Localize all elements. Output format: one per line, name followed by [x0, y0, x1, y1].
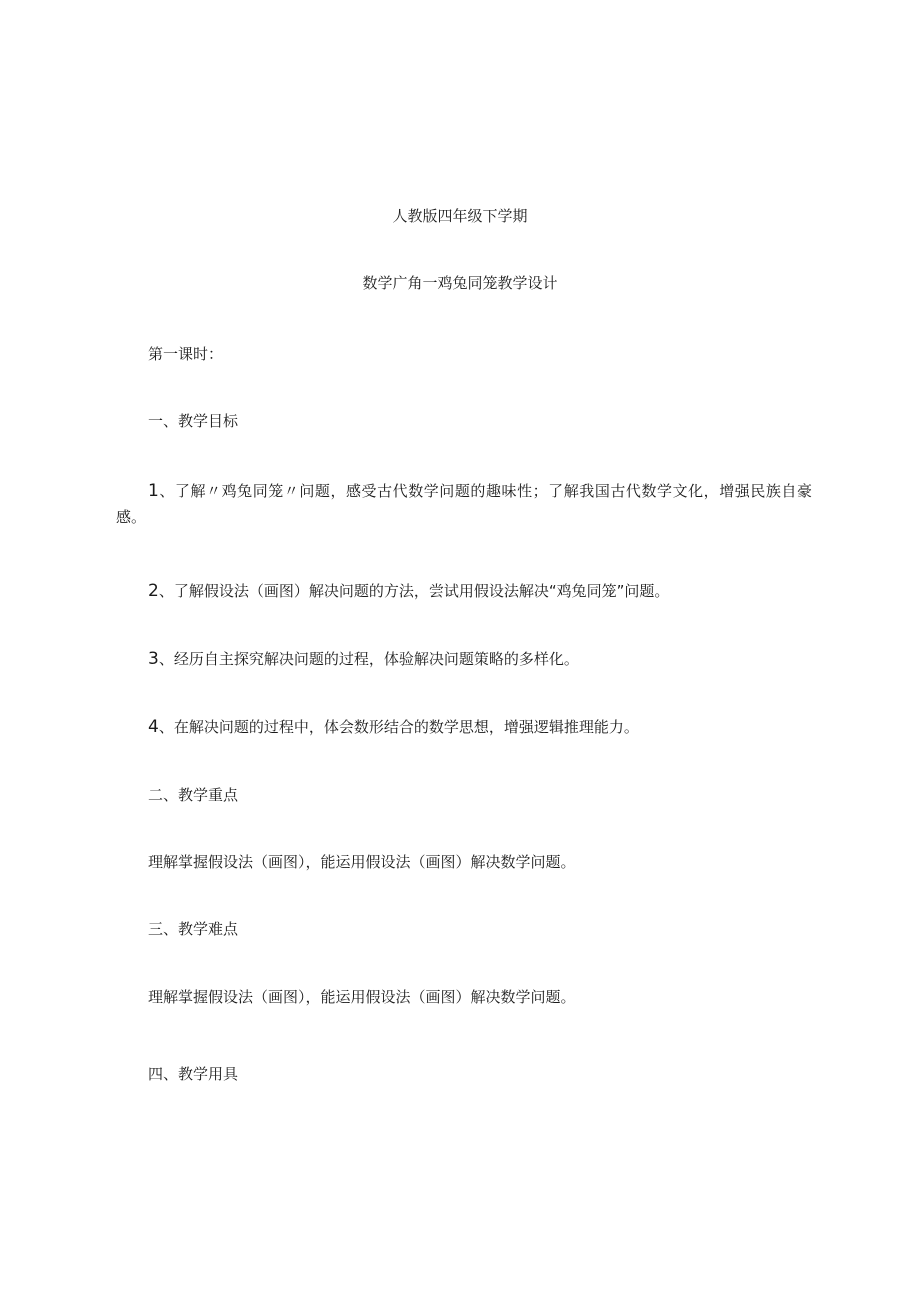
- objective-number: 4: [148, 717, 159, 737]
- objective-text: 、了解〃鸡兔同笼〃问题，感受古代数学问题的趣味性；了解我国古代数学文化，增强民族自豪感。: [116, 482, 812, 526]
- objective-number: 1: [148, 481, 159, 501]
- section-heading-difficulties: 三、教学难点: [148, 920, 239, 938]
- objective-item: [116, 646, 812, 672]
- objective-text: 、了解假设法（画图）解决问题的方法，尝试用假设法解决“鸡兔同笼”问题。: [158, 582, 670, 600]
- objective-item: [116, 478, 812, 530]
- section-text-key-points: 理解掌握假设法（画图），能运用假设法（画图）解决数学问题。: [148, 853, 576, 871]
- objective-text: 、经历自主探究解决问题的过程，体验解决问题策略的多样化。: [158, 650, 579, 668]
- objective-number: 3: [148, 649, 159, 669]
- objective-text: 、在解决问题的过程中，体会数形结合的数学思想，增强逻辑推理能力。: [158, 718, 639, 736]
- objective-item: [116, 714, 812, 740]
- document-title: 人教版四年级下学期: [392, 207, 528, 225]
- lesson-label: 第一课时：: [148, 345, 224, 363]
- section-heading-key-points: 二、教学重点: [148, 786, 239, 804]
- section-text-difficulties: 理解掌握假设法（画图），能运用假设法（画图）解决数学问题。: [148, 988, 576, 1006]
- objective-number: 2: [148, 581, 159, 601]
- section-heading-objectives: 一、教学目标: [148, 412, 239, 430]
- section-heading-tools: 四、教学用具: [148, 1065, 239, 1083]
- document-subtitle: 数学广角一鸡兔同笼教学设计: [362, 274, 558, 292]
- objective-item: [116, 578, 812, 604]
